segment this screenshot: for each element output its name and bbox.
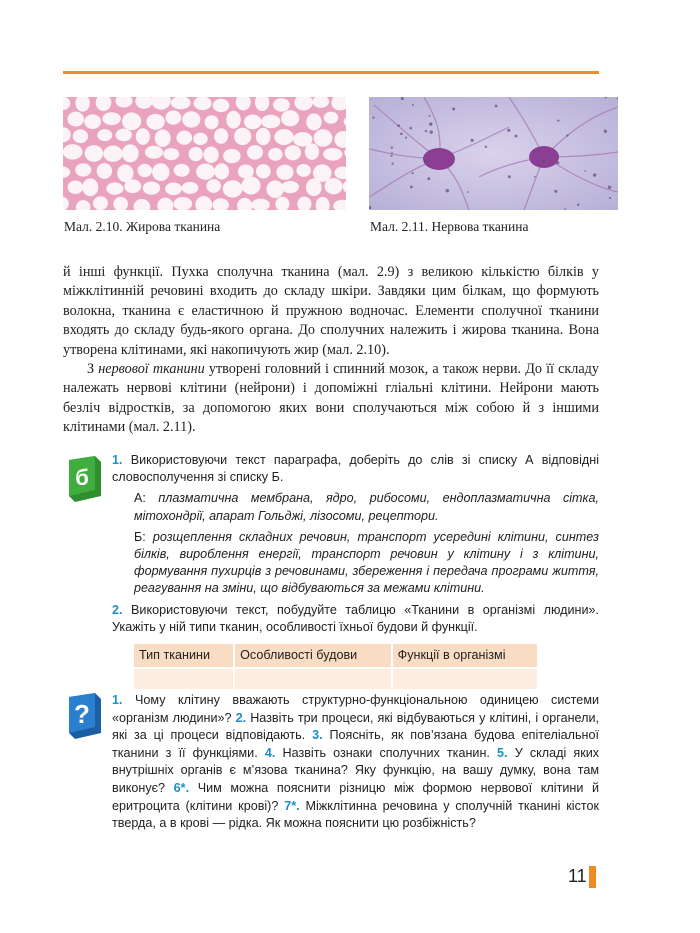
fat-cell <box>63 144 83 159</box>
fat-cell <box>102 112 120 125</box>
fat-cell <box>106 182 123 194</box>
fat-tissue-photo <box>63 97 346 210</box>
fat-cell <box>256 164 271 178</box>
list-a: А: плазматична мембрана, ядро, рибосоми, ендоплазматична сітка, мітохондрії, апарат Гольджі, лізосоми, рецептори. <box>134 491 600 523</box>
question-icon <box>63 693 101 739</box>
fat-cell <box>143 181 160 194</box>
fat-cell <box>247 145 263 160</box>
fat-cell <box>325 178 343 194</box>
fat-cell <box>306 179 322 197</box>
cell-dot <box>604 130 607 133</box>
fat-cell <box>206 179 221 193</box>
fat-cell <box>244 114 262 129</box>
fat-cell <box>203 147 218 163</box>
cell-dot <box>593 173 596 176</box>
figure-caption-fat: Мал. 2.10. Жирова тканина <box>64 219 221 234</box>
fat-cell <box>306 113 321 130</box>
task-2: 2. Використовуючи текст, побудуйте таблицю «Тканини в організмі людини». Укажіть у ній типи тканин, особливості їхньої будови й функції. <box>112 602 599 634</box>
cell-dot <box>543 159 546 162</box>
nerve-tissue-micrograph-icon <box>369 97 618 210</box>
question-item: 4. Назвіть ознаки сполучних тканин. <box>264 745 490 760</box>
fat-cell <box>205 115 219 129</box>
fat-cell <box>266 181 283 198</box>
cell-dot <box>515 135 518 138</box>
cell-dot <box>409 127 412 130</box>
fat-cell <box>323 148 342 161</box>
fat-cell <box>305 143 319 159</box>
fat-cell <box>93 196 108 210</box>
fat-cell <box>165 111 181 125</box>
fat-cell <box>196 163 215 179</box>
fat-cell <box>214 128 228 144</box>
paragraph: й інші функції. Пухка сполучна тканина (мал. 2.9) з великою кількістю білків у міжклітинній речовині входить до складу шкіри. Завдяки цим білкам, що формують волокна, тканина є еластичною й пружною водночас. Елементи сполучної тканини входять до складу будь-якого органа. До сполучних належить і жирова тканина. Вона утворена клітинами, які накопичують жир (мал. 2.10). <box>63 264 599 358</box>
fat-cell <box>103 146 122 162</box>
fat-cell <box>138 164 153 177</box>
cell-dot <box>534 176 536 178</box>
fat-cell <box>182 182 199 194</box>
cell-dot <box>467 191 469 193</box>
fat-cell <box>193 97 211 110</box>
svg-text:б: б <box>75 465 89 490</box>
cell-dot <box>471 139 474 142</box>
cell-dot <box>391 162 393 164</box>
fat-cell <box>223 149 241 163</box>
fat-cell <box>256 128 271 145</box>
question-item: 6*. Чим можна пояснити різницю між формою нервової клітини й еритроцита (клітини крові)? <box>112 780 600 813</box>
table-cell <box>392 668 538 689</box>
fat-cell <box>276 165 293 180</box>
fat-cell <box>226 111 241 129</box>
cell-dot <box>391 146 393 148</box>
fat-cell <box>223 180 243 197</box>
cell-dot <box>401 97 404 100</box>
page-number: 11 <box>568 866 587 886</box>
cell-dot <box>452 107 455 110</box>
cell-dot <box>405 137 407 139</box>
cell-dot <box>427 177 430 180</box>
cell-dot <box>508 175 511 178</box>
fat-cell <box>146 114 164 130</box>
fat-cell <box>285 145 301 160</box>
fat-cell <box>176 131 192 145</box>
term-nerve-tissue: нервової тканини <box>98 361 205 378</box>
cell-dot <box>495 104 498 107</box>
cell-dot <box>485 146 487 148</box>
fat-cell <box>165 183 182 196</box>
fat-cell <box>73 129 88 143</box>
questions-block <box>112 692 599 833</box>
fat-cell <box>124 179 141 193</box>
header-rule <box>63 71 599 74</box>
cell-dot <box>429 122 432 125</box>
cell-dot <box>446 189 450 193</box>
tissue-table <box>134 644 539 689</box>
cell-dot <box>556 161 559 164</box>
fat-cell <box>116 129 132 142</box>
fat-cell <box>173 197 192 210</box>
fat-cell <box>296 164 311 177</box>
fat-cell <box>117 164 133 182</box>
cell-dot <box>412 104 414 106</box>
cell-dot <box>412 172 414 174</box>
cell-dot <box>554 190 557 193</box>
fat-cell <box>75 163 91 176</box>
fat-cell <box>155 129 171 147</box>
cell-dot <box>507 129 510 132</box>
fat-cell <box>234 128 251 145</box>
cell-dot <box>609 197 611 199</box>
fat-cell <box>314 129 333 146</box>
cell-dot <box>577 204 579 206</box>
page-number-bar <box>589 866 596 888</box>
task-1: 1. Використовуючи текст параграфа, доберіть до слів зі списку А відповідні словосполучення зі списку Б. <box>112 453 599 485</box>
table-cell <box>234 668 392 689</box>
fat-cell <box>122 112 141 130</box>
table-header: Особливості будови <box>234 644 392 668</box>
cell-dot <box>400 132 403 135</box>
cell-dot <box>566 134 568 136</box>
paragraph: З нервової тканини утворені головний і спинний мозок, а також нерви. До її складу належать нервові клітини (нейрони) і допоміжні гліальні клітини. Нейрони мають безліч відростків, за допомогою яких вони сполучаються між собою й з іншими клітинами (мал. 2.11). <box>63 361 599 436</box>
table-cell <box>134 668 234 689</box>
fat-cell <box>152 163 170 181</box>
cell-dot <box>390 155 392 157</box>
fat-cell <box>274 129 293 145</box>
fat-cell <box>238 165 254 179</box>
fat-cell <box>97 129 112 141</box>
fat-cell <box>82 178 98 196</box>
cell-dot <box>429 130 432 133</box>
question-item: 1. Чому клітину вважають структурно-функціональною одиницею системи «організм людини»? <box>112 693 600 725</box>
cell-dot <box>372 117 374 119</box>
exercise-icon <box>63 456 101 502</box>
fat-cell <box>84 114 101 129</box>
fat-cell <box>261 115 280 129</box>
figure-caption-nerve: Мал. 2.11. Нервова тканина <box>370 219 529 234</box>
fat-cell <box>122 144 139 162</box>
cell-dot <box>410 186 413 189</box>
cell-dot <box>424 159 427 162</box>
fat-cell <box>193 133 207 145</box>
fat-cell <box>85 145 104 162</box>
question-item: 3. Поясніть, як пов’язана будова епітеліальної тканини з її функціями. <box>112 728 600 760</box>
fat-cell <box>281 181 299 193</box>
fat-cell <box>174 164 190 177</box>
cell-dot <box>557 119 559 121</box>
fat-cell <box>136 128 150 145</box>
fat-cell <box>213 99 230 112</box>
fat-cell <box>241 177 260 195</box>
cell-dot <box>608 186 611 189</box>
cell-dot <box>425 130 427 132</box>
cell-dot <box>397 124 400 127</box>
question-item: 2. Назвіть три процеси, які відбуваються у клітині, і органели, які за ці процеси відповідають. <box>112 710 600 743</box>
nerve-tissue-photo <box>369 97 618 210</box>
cell-dot <box>564 208 566 210</box>
cell-dot <box>428 115 430 117</box>
fat-cell <box>273 98 290 111</box>
svg-text:?: ? <box>74 699 90 729</box>
fat-cell <box>324 112 338 124</box>
list-b: Б: розщеплення складних речовин, транспорт усередині клітини, синтез білків, вироблення енергії, транспорт речовин у клітину і з клітини, формування пухирців з речовинами, збереження і передача програми життя, реагування на зміни, що відбуваються за межами клітини. <box>134 529 599 596</box>
fat-cell <box>268 148 283 161</box>
table-header: Тип тканини <box>134 644 234 668</box>
fat-cell <box>214 163 229 179</box>
fat-cell <box>182 111 200 127</box>
fat-cell <box>145 146 163 159</box>
fat-cell <box>68 180 83 193</box>
fat-tissue-micrograph-icon <box>63 97 346 210</box>
cell-dot <box>539 163 541 165</box>
question-item: 5. У складі яких внутрішніх органів є м’язова тканина? Яку функцію, на вашу думку, вона там виконує? <box>112 745 600 795</box>
exercise-block <box>112 452 599 689</box>
fat-cell <box>189 147 203 161</box>
table-header: Функції в організмі <box>392 644 538 668</box>
cell-dot <box>391 152 393 154</box>
fat-cell <box>67 112 84 127</box>
fat-cell <box>281 110 299 126</box>
body-text <box>63 263 599 438</box>
cell-dot <box>585 170 587 172</box>
fat-cell <box>163 148 179 160</box>
question-item: 7*. Міжклітинна речовина у сполучній тканині кісток тверда, а в крові — рідка. Як можна пояснити цю розбіжність? <box>112 798 600 831</box>
fat-cell <box>97 163 112 179</box>
